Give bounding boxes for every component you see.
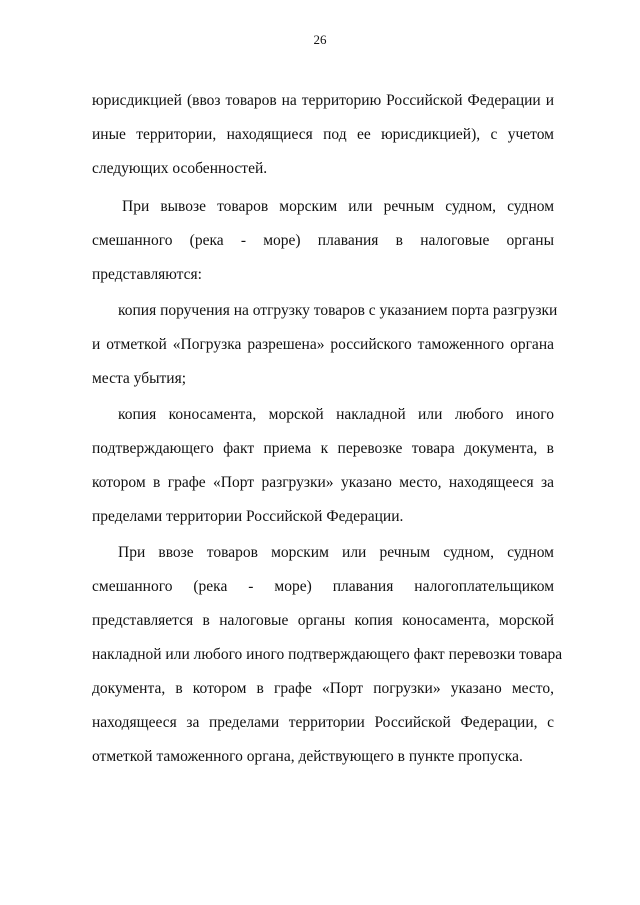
text-line: смешанного (река - море) плавания налогоплательщиком (92, 578, 554, 595)
text-line: накладной или любого иного подтверждающего факт перевозки товара (92, 646, 563, 663)
text-line: При вывозе товаров морским или речным судном, судном (122, 198, 554, 215)
text-line: юрисдикцией (ввоз товаров на территорию Российской Федерации и (92, 92, 554, 109)
text-line: и отметкой «Погрузка разрешена» российского таможенного органа (92, 336, 554, 353)
text-line: находящееся за пределами территории Российской Федерации, с (92, 714, 554, 731)
page-number: 26 (313, 32, 327, 47)
text-line: места убытия; (92, 370, 187, 387)
text-line: копия коносамента, морской накладной или любого иного (118, 406, 554, 423)
text-line: иные территории, находящиеся под ее юрисдикцией), с учетом (92, 126, 554, 143)
text-line: документа, в котором в графе «Порт погрузки» указано место, (92, 680, 554, 697)
text-line: представляются: (92, 266, 202, 283)
text-line: представляется в налоговые органы копия коносамента, морской (92, 612, 554, 629)
text-line: копия поручения на отгрузку товаров с указанием порта разгрузки (118, 302, 558, 319)
text-line: смешанного (река - море) плавания в налоговые органы (92, 232, 554, 249)
text-line: следующих особенностей. (92, 160, 268, 177)
text-line: подтверждающего факт приема к перевозке товара документа, в (92, 440, 554, 457)
text-line: пределами территории Российской Федерации. (92, 508, 404, 525)
text-line: При ввозе товаров морским или речным судном, судном (118, 544, 554, 561)
text-line: котором в графе «Порт разгрузки» указано место, находящееся за (92, 474, 554, 491)
text-line: отметкой таможенного органа, действующего в пункте пропуска. (92, 748, 523, 765)
